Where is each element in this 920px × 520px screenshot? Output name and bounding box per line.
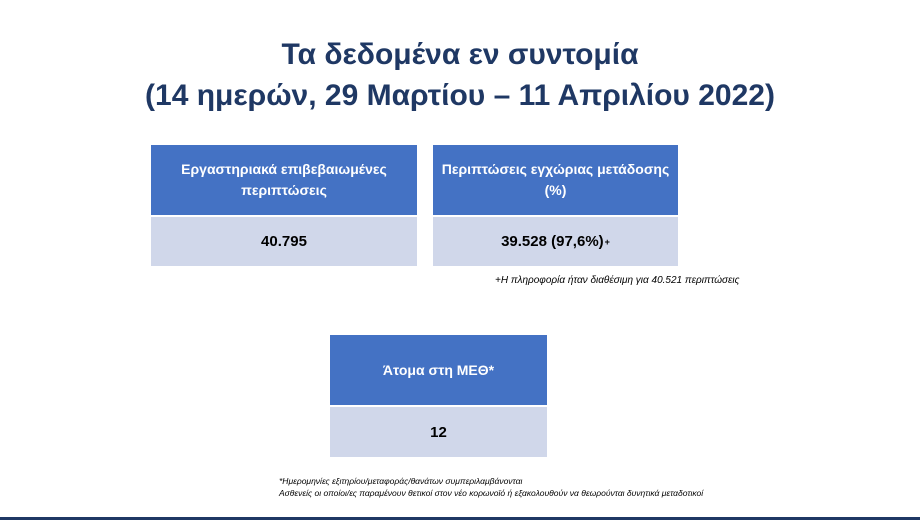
footnotes xyxy=(279,475,703,499)
local-transmission-note: +Η πληροφορία ήταν διαθέσιμη για 40.521 περιπτώσεις xyxy=(495,275,740,286)
local-transmission-box xyxy=(433,145,678,266)
confirmed-cases-box xyxy=(151,145,417,266)
page-title xyxy=(0,34,920,116)
title-line-1: Τα δεδομένα εν συντομία xyxy=(281,38,639,71)
local-transmission-marker: + xyxy=(604,236,610,247)
local-transmission-value: 39.528 (97,6%) xyxy=(501,233,604,250)
footnote-2: Ασθενείς οι οποίοι/ες παραμένουν θετικοί στον νέο κορωνοϊό ή εξακολουθούν να θεωρούνται δυνητικά μεταδοτικοί xyxy=(279,488,704,498)
icu-value: 12 xyxy=(330,407,547,457)
footnote-1: *Ημερομηνίες εξιτηρίου/μεταφοράς/θανάτων συμπεριλαμβάνονται xyxy=(279,476,523,486)
icu-label: Άτομα στη ΜΕΘ* xyxy=(330,335,547,407)
icu-box xyxy=(330,335,547,457)
local-transmission-label: Περιπτώσεις εγχώριας μετάδοσης (%) xyxy=(433,145,678,217)
title-line-2: (14 ημερών, 29 Μαρτίου – 11 Απριλίου 2022) xyxy=(145,79,775,112)
local-transmission-value-cell xyxy=(433,217,678,266)
confirmed-cases-value: 40.795 xyxy=(151,217,417,266)
confirmed-cases-label: Εργαστηριακά επιβεβαιωμένες περιπτώσεις xyxy=(151,145,417,217)
